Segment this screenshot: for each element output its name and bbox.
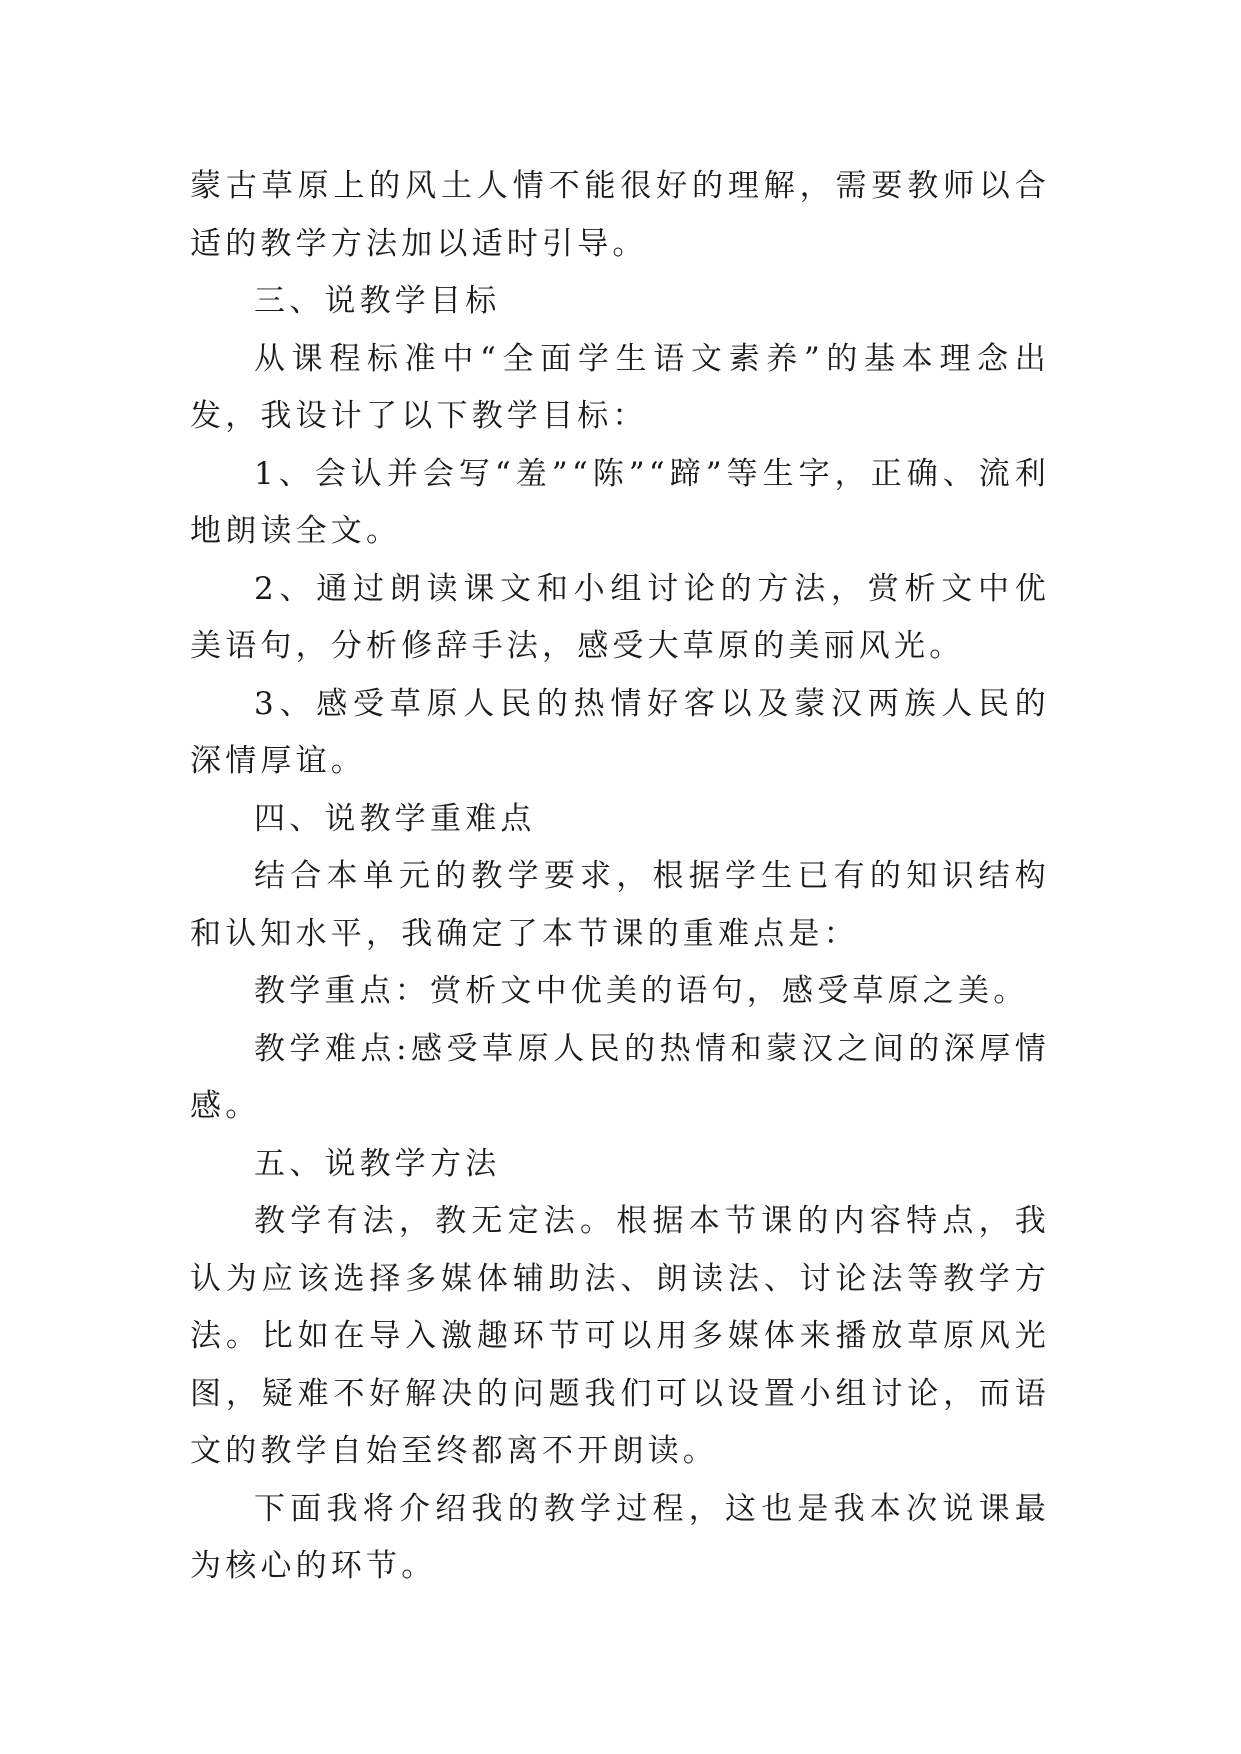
document-body [190,158,1050,1596]
goal-item-3: 3、感受草原人民的热情好客以及蒙汉两族人民的深情厚谊。 [190,685,1050,779]
paragraph-continuation: 蒙古草原上的风土人情不能很好的理解，需要教师以合适的教学方法加以适时引导。 [190,168,1050,262]
heading-key-points: 四、说教学重难点 [254,800,536,837]
difficult-point: 教学难点:感受草原人民的热情和蒙汉之间的深厚情感。 [190,1030,1050,1124]
heading-teaching-methods: 五、说教学方法 [254,1145,501,1182]
paragraph-key-points-intro: 结合本单元的教学要求，根据学生已有的知识结构和认知水平，我确定了本节课的重难点是： [190,858,1050,952]
heading-teaching-goals: 三、说教学目标 [254,283,501,319]
key-point: 教学重点：赏析文中优美的语句，感受草原之美。 [254,973,1029,1009]
paragraph-methods: 教学有法，教无定法。根据本节课的内容特点，我认为应该选择多媒体辅助法、朗读法、讨论法等教学方法。比如在导入激趣环节可以用多媒体来播放草原风光图，疑难不好解决的问题我们可以设置小组讨论，而语文的教学自始至终都离不开朗读。 [190,1203,1050,1469]
goal-item-2: 2、通过朗读课文和小组讨论的方法，赏析文中优美语句，分析修辞手法，感受大草原的美丽风光。 [190,570,1050,664]
paragraph-transition: 下面我将介绍我的教学过程，这也是我本次说课最为核心的环节。 [190,1490,1050,1584]
paragraph-goals-intro: 从课程标准中“全面学生语文素养”的基本理念出发，我设计了以下教学目标： [190,340,1050,434]
goal-item-1: 1、会认并会写“羞”“陈”“蹄”等生字，正确、流利地朗读全文。 [190,455,1050,549]
